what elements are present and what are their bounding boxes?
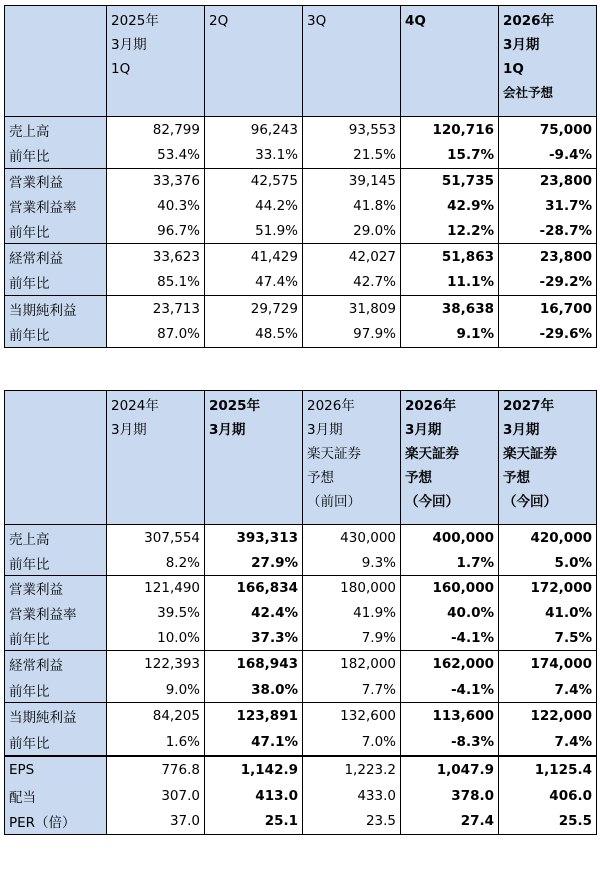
table-row (5, 194, 597, 219)
row-label: 経常利益 (5, 244, 107, 270)
column-header (401, 6, 499, 117)
value-cell: 23,713 (107, 296, 205, 322)
value-cell: 84,205 (107, 703, 205, 730)
value-cell: 7.4% (499, 678, 597, 703)
column-header-line: 3月期 (405, 422, 442, 438)
value-cell: 41.9% (303, 601, 401, 626)
row-label: 前年比 (5, 219, 107, 244)
value-cell: 39,145 (303, 169, 401, 194)
row-label: 前年比 (5, 730, 107, 756)
column-header-line: 3月期 (111, 37, 147, 53)
value-cell: 82,799 (107, 117, 205, 143)
table-row (5, 756, 597, 783)
value-cell: -8.3% (401, 730, 499, 756)
value-cell: 51,735 (401, 169, 499, 194)
value-cell: 9.0% (107, 678, 205, 703)
value-cell: 25.5 (499, 809, 597, 835)
value-cell: 168,943 (205, 651, 303, 678)
value-cell: 25.1 (205, 809, 303, 835)
value-cell: 42.7% (303, 270, 401, 296)
value-cell: 180,000 (303, 576, 401, 601)
row-label: 前年比 (5, 143, 107, 169)
value-cell: 113,600 (401, 703, 499, 730)
row-label: 売上高 (5, 117, 107, 143)
table-row (5, 551, 597, 576)
column-header-line: （今回） (503, 494, 557, 510)
header-row (5, 6, 597, 117)
table-row (5, 219, 597, 244)
value-cell: 15.7% (401, 143, 499, 169)
value-cell: 162,000 (401, 651, 499, 678)
value-cell: 1,142.9 (205, 756, 303, 783)
value-cell: 41.0% (499, 601, 597, 626)
column-header (401, 391, 499, 525)
value-cell: 182,000 (303, 651, 401, 678)
value-cell: 42,575 (205, 169, 303, 194)
value-cell: 47.1% (205, 730, 303, 756)
value-cell: 31.7% (499, 194, 597, 219)
value-cell: 23,800 (499, 169, 597, 194)
quarterly-results-table (4, 5, 597, 348)
value-cell: 53.4% (107, 143, 205, 169)
value-cell: 29,729 (205, 296, 303, 322)
column-header-line: 2024年 (111, 398, 159, 414)
column-header-line: 1Q (503, 61, 524, 77)
value-cell: 31,809 (303, 296, 401, 322)
column-header-line: 楽天証券 (405, 446, 459, 462)
value-cell: -29.2% (499, 270, 597, 296)
value-cell: 41,429 (205, 244, 303, 270)
table-row (5, 143, 597, 169)
column-header-line: 3月期 (307, 422, 343, 438)
header-corner-cell (5, 391, 107, 525)
row-label: EPS (5, 756, 107, 783)
row-label: 前年比 (5, 270, 107, 296)
value-cell: 33.1% (205, 143, 303, 169)
header-corner-cell (5, 6, 107, 117)
column-header-line: 予想 (405, 470, 432, 486)
value-cell: 7.0% (303, 730, 401, 756)
table-row (5, 730, 597, 756)
table-row (5, 244, 597, 270)
row-label: 売上高 (5, 525, 107, 551)
table-row (5, 270, 597, 296)
row-label: 営業利益率 (5, 601, 107, 626)
row-label: 配当 (5, 783, 107, 809)
value-cell: 85.1% (107, 270, 205, 296)
value-cell: 10.0% (107, 626, 205, 651)
value-cell: 38.0% (205, 678, 303, 703)
value-cell: 37.0 (107, 809, 205, 835)
value-cell: 433.0 (303, 783, 401, 809)
value-cell: 40.3% (107, 194, 205, 219)
value-cell: 160,000 (401, 576, 499, 601)
value-cell: -9.4% (499, 143, 597, 169)
value-cell: 122,393 (107, 651, 205, 678)
value-cell: 29.0% (303, 219, 401, 244)
column-header-line: （今回） (405, 494, 459, 510)
value-cell: 39.5% (107, 601, 205, 626)
value-cell: 40.0% (401, 601, 499, 626)
column-header (303, 6, 401, 117)
value-cell: 7.7% (303, 678, 401, 703)
value-cell: 27.4 (401, 809, 499, 835)
value-cell: 75,000 (499, 117, 597, 143)
value-cell: 33,623 (107, 244, 205, 270)
value-cell: 120,716 (401, 117, 499, 143)
value-cell: 42.9% (401, 194, 499, 219)
column-header-line: 3月期 (503, 422, 540, 438)
value-cell: 1,223.2 (303, 756, 401, 783)
value-cell: 23.5 (303, 809, 401, 835)
row-label: 経常利益 (5, 651, 107, 678)
value-cell: 307,554 (107, 525, 205, 551)
table-row (5, 296, 597, 322)
column-header (107, 391, 205, 525)
value-cell: 1,125.4 (499, 756, 597, 783)
value-cell: 47.4% (205, 270, 303, 296)
value-cell: 42,027 (303, 244, 401, 270)
row-label: 当期純利益 (5, 296, 107, 322)
column-header (499, 6, 597, 117)
value-cell: 21.5% (303, 143, 401, 169)
value-cell: 7.5% (499, 626, 597, 651)
column-header-line: 楽天証券 (503, 446, 557, 462)
column-header-line: 2026年 (405, 398, 457, 414)
table-row (5, 117, 597, 143)
column-header (303, 391, 401, 525)
value-cell: 27.9% (205, 551, 303, 576)
table-row (5, 809, 597, 835)
value-cell: 121,490 (107, 576, 205, 601)
row-label: 前年比 (5, 551, 107, 576)
column-header-line: 1Q (111, 61, 131, 77)
table-row (5, 576, 597, 601)
value-cell: 307.0 (107, 783, 205, 809)
value-cell: 93,553 (303, 117, 401, 143)
value-cell: 9.1% (401, 322, 499, 348)
table-row (5, 322, 597, 348)
value-cell: 38,638 (401, 296, 499, 322)
value-cell: 12.2% (401, 219, 499, 244)
value-cell: -4.1% (401, 626, 499, 651)
value-cell: 37.3% (205, 626, 303, 651)
column-header-line: 2026年 (503, 13, 555, 29)
value-cell: 16,700 (499, 296, 597, 322)
value-cell: 11.1% (401, 270, 499, 296)
value-cell: 7.4% (499, 730, 597, 756)
value-cell: 48.5% (205, 322, 303, 348)
column-header-line: 予想 (503, 470, 530, 486)
row-label: 営業利益 (5, 169, 107, 194)
value-cell: 23,800 (499, 244, 597, 270)
value-cell: 413.0 (205, 783, 303, 809)
value-cell: 420,000 (499, 525, 597, 551)
table-row (5, 525, 597, 551)
value-cell: -29.6% (499, 322, 597, 348)
column-header-line: 予想 (307, 470, 334, 486)
value-cell: 97.9% (303, 322, 401, 348)
column-header-line: （前回） (307, 494, 361, 510)
row-label: 営業利益 (5, 576, 107, 601)
value-cell: 378.0 (401, 783, 499, 809)
value-cell: 8.2% (107, 551, 205, 576)
value-cell: 96,243 (205, 117, 303, 143)
row-label: 前年比 (5, 678, 107, 703)
table-row (5, 601, 597, 626)
value-cell: 51,863 (401, 244, 499, 270)
value-cell: 7.9% (303, 626, 401, 651)
row-label: 営業利益率 (5, 194, 107, 219)
value-cell: 33,376 (107, 169, 205, 194)
table-row (5, 703, 597, 730)
value-cell: 393,313 (205, 525, 303, 551)
value-cell: 406.0 (499, 783, 597, 809)
value-cell: 51.9% (205, 219, 303, 244)
value-cell: 9.3% (303, 551, 401, 576)
column-header-line: 3Q (307, 13, 327, 29)
row-label: PER（倍） (5, 809, 107, 835)
row-label: 前年比 (5, 626, 107, 651)
value-cell: 42.4% (205, 601, 303, 626)
value-cell: 87.0% (107, 322, 205, 348)
column-header-line: 会社予想 (503, 85, 554, 100)
column-header-line: 2Q (209, 13, 229, 29)
value-cell: 123,891 (205, 703, 303, 730)
column-header-line: 2025年 (111, 13, 159, 29)
value-cell: 400,000 (401, 525, 499, 551)
value-cell: 174,000 (499, 651, 597, 678)
value-cell: 122,000 (499, 703, 597, 730)
column-header-line: 3月期 (209, 422, 246, 438)
column-header (499, 391, 597, 525)
value-cell: 430,000 (303, 525, 401, 551)
row-label: 前年比 (5, 322, 107, 348)
column-header-line: 4Q (405, 13, 426, 29)
value-cell: 1.6% (107, 730, 205, 756)
value-cell: 1,047.9 (401, 756, 499, 783)
value-cell: 166,834 (205, 576, 303, 601)
annual-forecast-table (4, 390, 597, 835)
value-cell: 44.2% (205, 194, 303, 219)
table-row (5, 651, 597, 678)
column-header-line: 2027年 (503, 398, 555, 414)
value-cell: 1.7% (401, 551, 499, 576)
table-row (5, 783, 597, 809)
value-cell: -28.7% (499, 219, 597, 244)
column-header-line: 2025年 (209, 398, 261, 414)
value-cell: 172,000 (499, 576, 597, 601)
value-cell: 41.8% (303, 194, 401, 219)
column-header-line: 楽天証券 (307, 446, 361, 462)
column-header (205, 391, 303, 525)
table-row (5, 678, 597, 703)
value-cell: 132,600 (303, 703, 401, 730)
value-cell: 96.7% (107, 219, 205, 244)
column-header-line: 3月期 (111, 422, 147, 438)
value-cell: 776.8 (107, 756, 205, 783)
column-header-line: 2026年 (307, 398, 355, 414)
row-label: 当期純利益 (5, 703, 107, 730)
column-header-line: 3月期 (503, 37, 540, 53)
table-row (5, 626, 597, 651)
value-cell: -4.1% (401, 678, 499, 703)
header-row (5, 391, 597, 525)
value-cell: 5.0% (499, 551, 597, 576)
column-header (107, 6, 205, 117)
column-header (205, 6, 303, 117)
table-row (5, 169, 597, 194)
